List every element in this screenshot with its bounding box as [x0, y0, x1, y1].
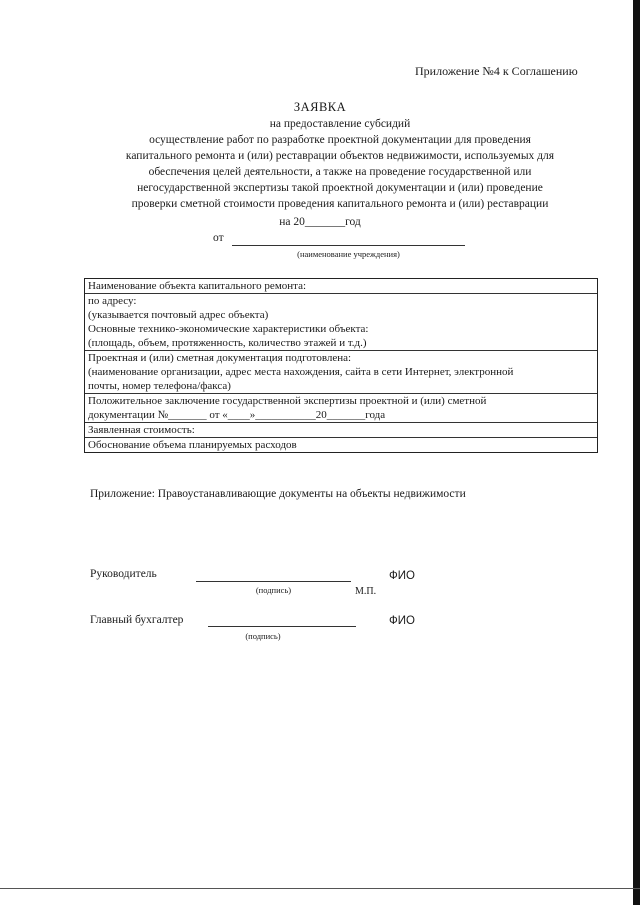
subtitle-line: на предоставление субсидий — [269, 118, 411, 130]
table-row-text: почты, номер телефона/факса) — [88, 380, 231, 392]
subtitle-line: обеспечения целей деятельности, а также на проведение государственной или — [148, 166, 532, 178]
subtitle-line: капитального ремонта и (или) реставрации объектов недвижимости, используемых для — [125, 150, 555, 162]
table-row-object-name — [85, 279, 597, 294]
table-row-text: Положительное заключение государственной экспертизы проектной и (или) сметной — [88, 395, 487, 407]
table-row-address — [85, 294, 597, 351]
page-bottom-line — [0, 888, 640, 889]
table-row-text: (площадь, объем, протяженность, количество этажей и т.д.) — [88, 337, 367, 349]
subtitle-line: проверки сметной стоимости проведения капитального ремонта и (или) реставрации — [131, 198, 549, 210]
table-row-text: Основные технико-экономические характеристики объекта: — [88, 323, 369, 335]
table-row-text: Заявленная стоимость: — [88, 424, 195, 436]
institution-caption: (наименование учреждения) — [297, 249, 400, 259]
table-row-expertise — [85, 394, 597, 423]
subtitle-line: осуществление работ по разработке проектной документации для проведения — [149, 134, 531, 146]
director-fio: ФИО — [389, 570, 415, 582]
table-row-text: Наименование объекта капитального ремонта: — [88, 280, 307, 292]
table-row-text: Проектная и (или) сметная документация подготовлена: — [88, 352, 352, 364]
accountant-signature-line — [208, 626, 356, 627]
year-line: на 20_______год — [279, 216, 361, 228]
stamp-placeholder: М.П. — [355, 586, 377, 597]
document-subtitle — [80, 116, 600, 212]
table-row-text: по адресу: — [88, 295, 137, 307]
object-info-table — [84, 278, 598, 453]
table-row-expense-justification — [85, 438, 597, 452]
accountant-label: Главный бухгалтер — [90, 614, 184, 626]
appendix-documents: Приложение: Правоустанавливающие документы на объекты недвижимости — [90, 488, 466, 500]
accountant-fio: ФИО — [389, 615, 415, 627]
table-row-text: Обоснование объема планируемых расходов — [88, 439, 297, 451]
accountant-signature-caption: (подпись) — [245, 631, 281, 641]
table-row-declared-cost — [85, 423, 597, 438]
scan-edge — [633, 0, 640, 905]
from-prefix: от — [213, 232, 224, 244]
table-row-text: документации №_______ от «____»___________20_______года — [88, 409, 386, 421]
director-signature-line — [196, 581, 351, 582]
appendix-label: Приложение №4 к Соглашению — [415, 64, 578, 78]
document-title: ЗАЯВКА — [293, 100, 347, 114]
institution-name-line — [232, 245, 465, 246]
table-row-text: (указывается почтовый адрес объекта) — [88, 309, 269, 321]
table-row-text: (наименование организации, адрес места нахождения, сайта в сети Интернет, электронной — [88, 366, 514, 378]
director-signature-caption: (подпись) — [255, 585, 292, 595]
director-label: Руководитель — [90, 568, 157, 580]
table-row-documentation — [85, 351, 597, 394]
subtitle-line: негосударственной экспертизы такой проектной документации и (или) проведение — [137, 182, 543, 194]
